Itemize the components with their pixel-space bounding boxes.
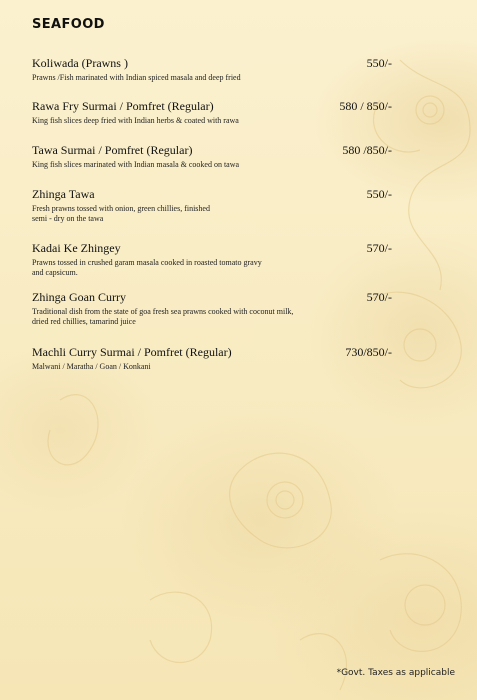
menu-item-description: Fresh prawns tossed with onion, green chillies, finished semi - dry on the tawa [32, 204, 210, 223]
menu-item [32, 345, 392, 372]
tax-footnote: *Govt. Taxes as applicable [336, 668, 455, 678]
section-title: SEAFOOD [32, 17, 105, 32]
menu-item [32, 56, 392, 83]
menu-item-description: Traditional dish from the state of goa fresh sea prawns cooked with coconut milk, dried red chillies, tamarind juice [32, 307, 294, 326]
menu-item [32, 241, 392, 278]
menu-item-price: 550/- [366, 187, 392, 201]
menu-item [32, 290, 392, 327]
menu-item-price: 570/- [366, 290, 392, 304]
menu-item-name: Rawa Fry Surmai / Pomfret (Regular) [32, 99, 214, 113]
menu-item-price: 570/- [366, 241, 392, 255]
menu-item-name: Tawa Surmai / Pomfret (Regular) [32, 143, 193, 157]
menu-item [32, 143, 392, 170]
menu-item-description: Prawns tossed in crushed garam masala cooked in roasted tomato gravy and capsicum. [32, 258, 262, 277]
menu-item-price: 730/850/- [345, 345, 392, 359]
menu-item-name: Kadai Ke Zhingey [32, 241, 121, 255]
menu-item-description: King fish slices marinated with Indian masala & cooked on tawa [32, 160, 240, 169]
menu-item-price: 580 /850/- [342, 143, 392, 157]
menu-item-price: 550/- [366, 56, 392, 70]
menu-item-name: Koliwada (Prawns ) [32, 56, 128, 70]
menu-item-name: Zhinga Tawa [32, 187, 95, 201]
menu-item-price: 580 / 850/- [339, 99, 392, 113]
menu-item-name: Machli Curry Surmai / Pomfret (Regular) [32, 345, 232, 359]
menu-item [32, 187, 392, 224]
menu-item [32, 99, 392, 126]
menu-item-description: King fish slices deep fried with Indian herbs & coated with rawa [32, 116, 239, 125]
menu-item-name: Zhinga Goan Curry [32, 290, 126, 304]
menu-item-description: Prawns /Fish marinated with Indian spiced masala and deep fried [32, 73, 241, 82]
menu-item-description: Malwani / Maratha / Goan / Konkani [32, 362, 151, 371]
